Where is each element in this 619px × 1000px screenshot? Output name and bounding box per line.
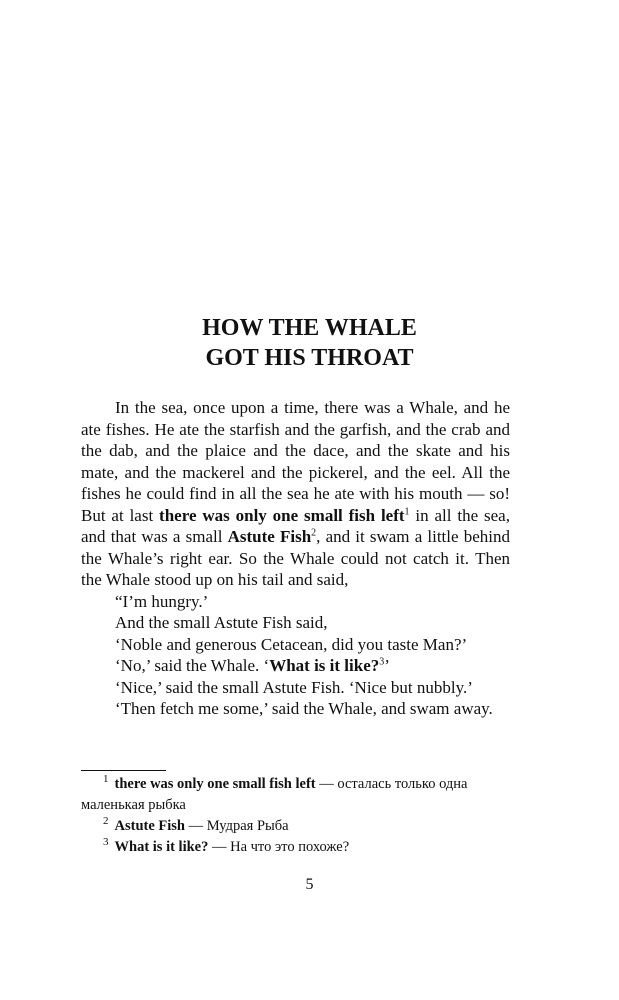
paragraph-4: ‘Noble and generous Cetacean, did you taste Man?’ [115,634,468,654]
footnote-ref-2: 2 [311,527,317,539]
bold-phrase: there was only one small fish left [159,505,405,525]
footnote-number: 3 [103,836,109,849]
paragraph-text: ‘No,’ said the Whale. ‘ [115,656,270,675]
chapter-title-line-2: GOT HIS THROAT [205,345,414,371]
paragraph-5 [81,655,510,677]
footnote-ref-1: 1 [404,505,410,517]
footnote-divider [81,770,166,771]
paragraph-7: ‘Then fetch me some,’ said the Whale, and swam away. [115,699,493,718]
footnote-gloss: — На что это похоже? [208,839,350,855]
footnote-term: What is it like? [114,839,209,855]
paragraph-3: And the small Astute Fish said, [115,613,328,632]
footnote-term: Astute Fish [114,818,185,834]
footnote-gloss: — осталась только одна маленькая рыбка [81,776,468,813]
footnote-number: 2 [103,815,109,828]
paragraph-1 [81,397,510,591]
chapter-title-line-1: HOW THE WHALE [202,315,417,341]
footnote-3 [81,837,510,858]
footnote-ref-3: 3 [379,656,385,668]
paragraph-text: , and it swam a little behind the Whale’s right ear. So the Whale could not catch it. Then the Whale stood up on his tail and said, [81,527,510,589]
footnote-number: 1 [103,773,109,786]
paragraph-text: In the sea, once upon a time, there was a Whale, and he ate fishes. He ate the starfish and the garfish, and the crab and the dab, and the plaice and the dace, and the skate and his mate, and the mackerel and the pickerel, and the eel. All the fishes he could find in all the sea he ate with his mouth — so! But at last [81,398,510,525]
paragraph-2: “I’m hungry.’ [115,591,209,611]
footnote-1 [81,774,510,816]
footnote-gloss: — Мудрая Рыба [185,818,289,834]
footnotes [81,774,510,858]
chapter-body [81,397,510,720]
page-number: 5 [305,876,314,893]
bold-phrase: What is it like? [269,656,380,675]
footnote-2 [81,816,510,837]
paragraph-text: ’ [384,656,390,675]
paragraph-6: ‘Nice,’ said the small Astute Fish. ‘Nice but nubbly.’ [115,677,473,697]
bold-phrase: Astute Fish [227,527,312,546]
footnote-term: there was only one small fish left [114,776,316,792]
paragraph-text: in all the sea, and that was a small [81,505,510,546]
